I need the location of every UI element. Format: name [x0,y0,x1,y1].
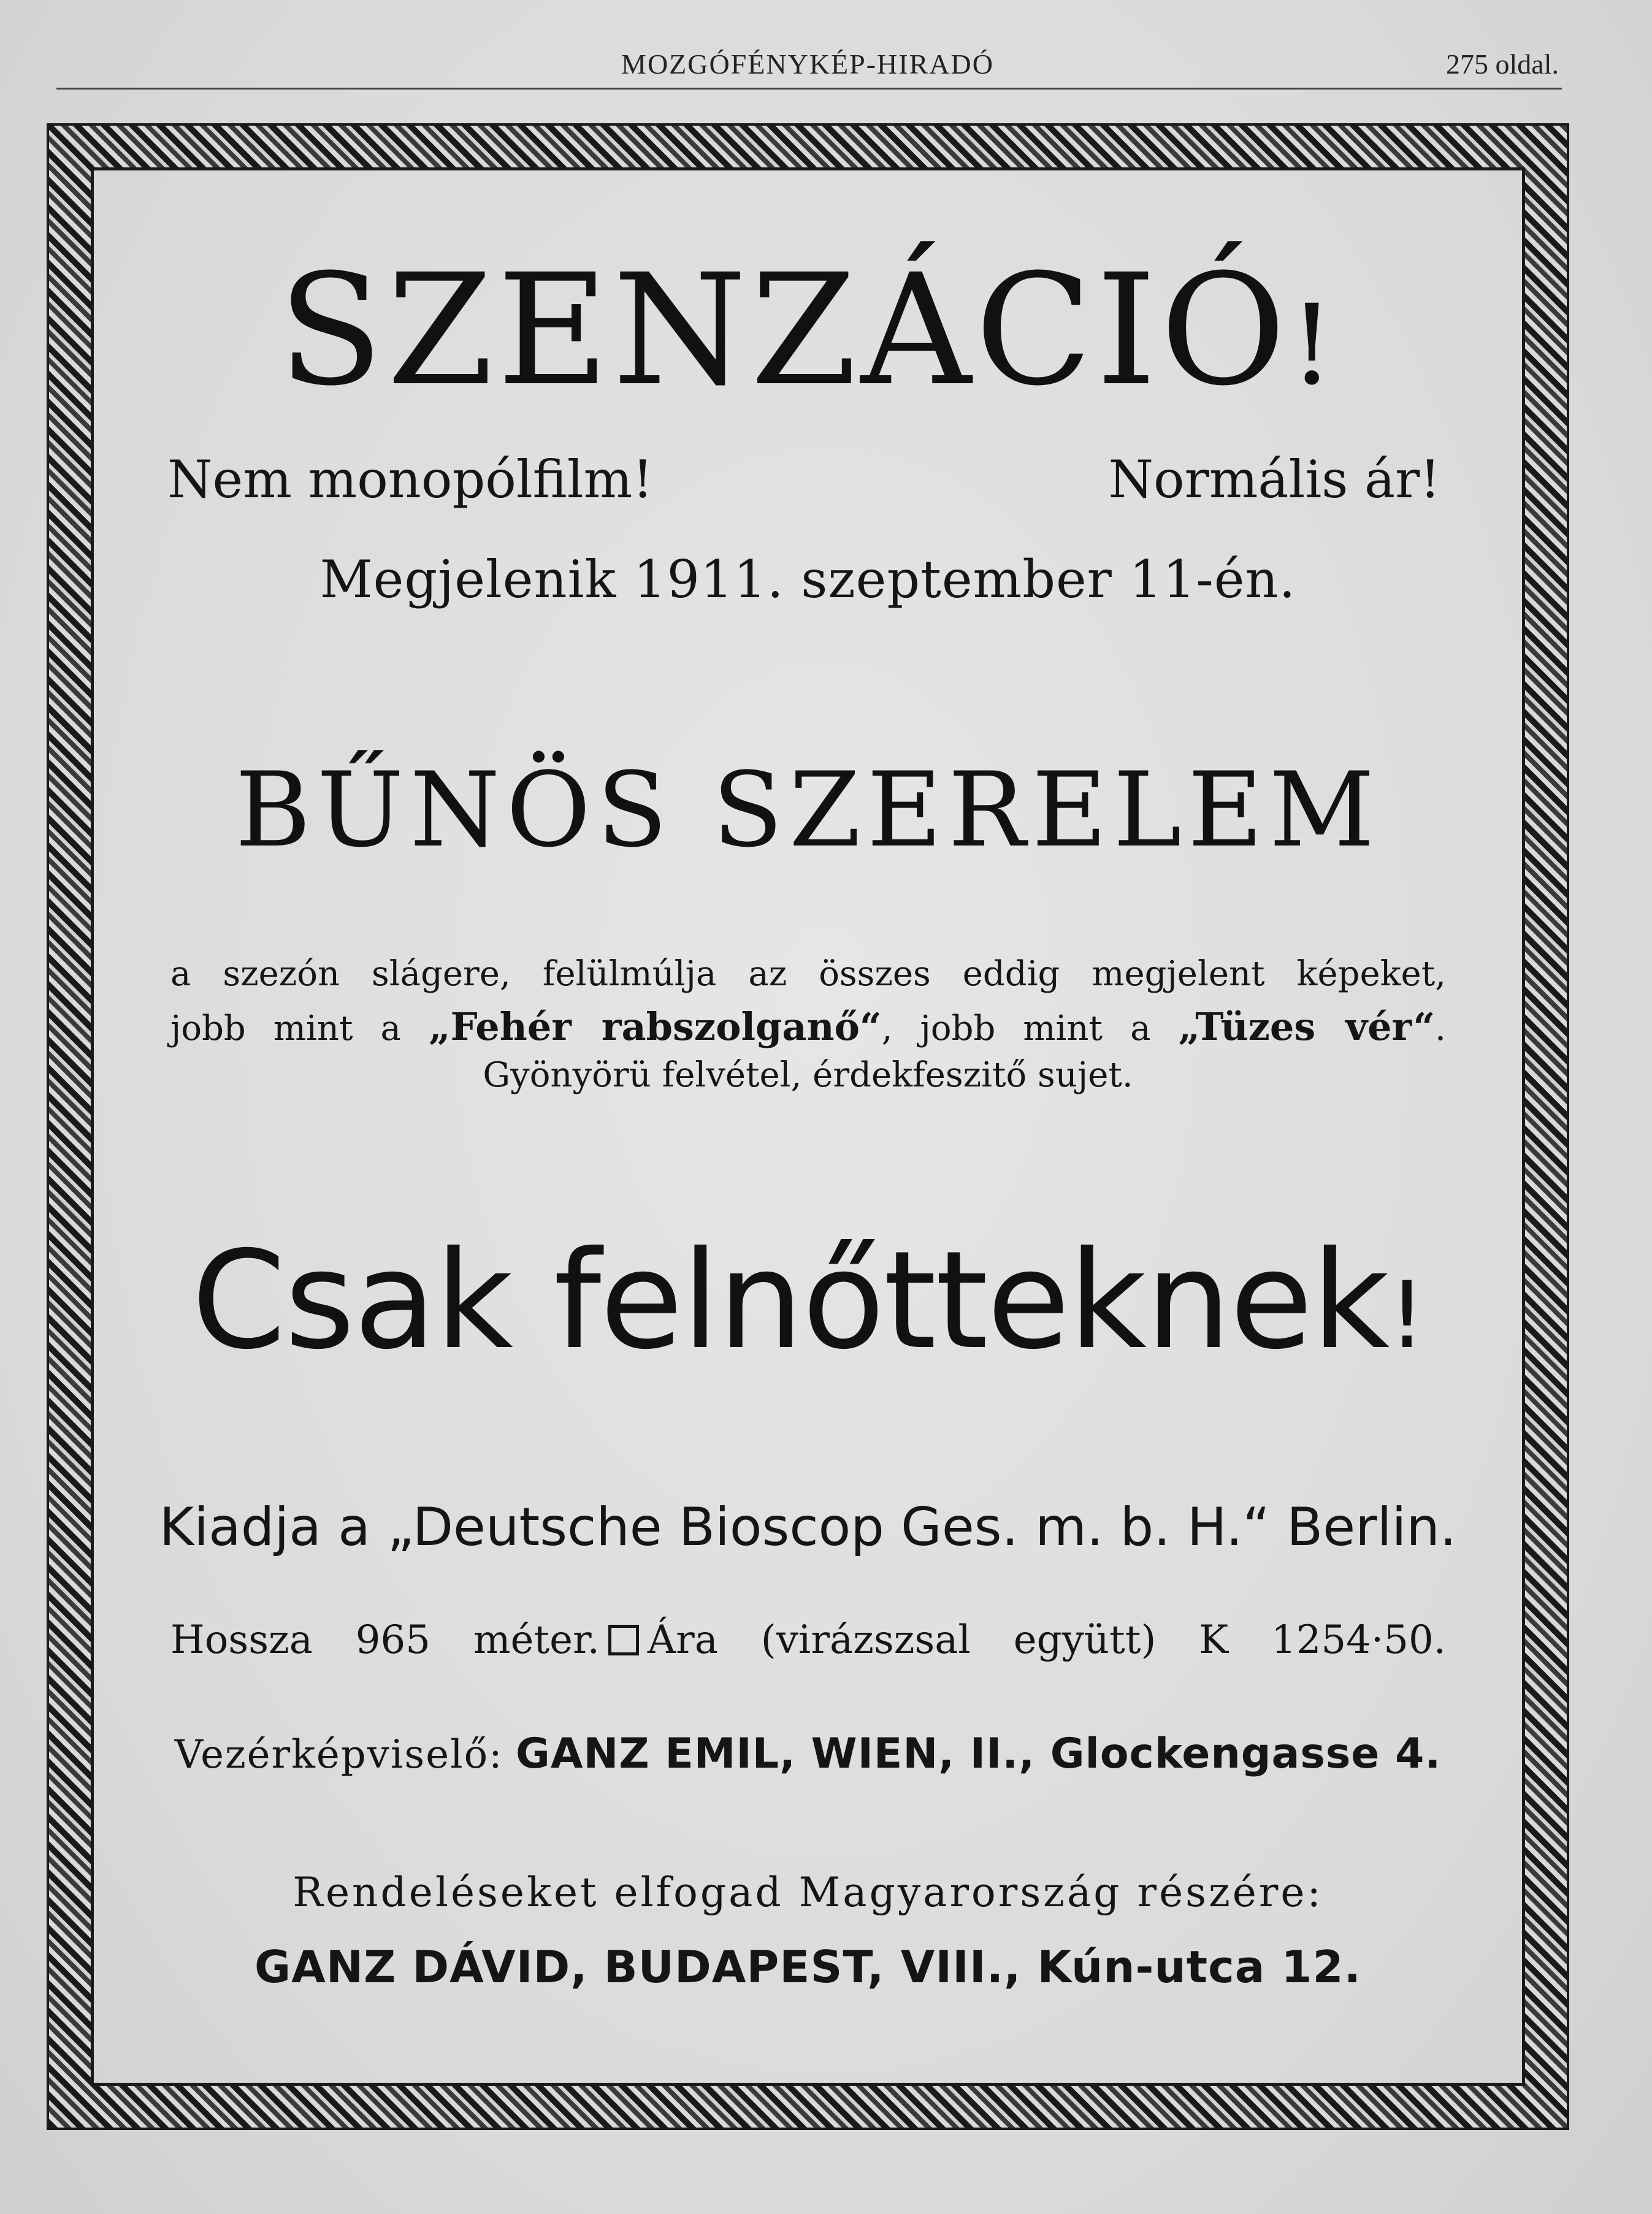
page-number: 275 oldal. [1446,48,1559,80]
release-date: Megjelenik 1911. szeptember 11-én. [319,549,1296,609]
film-price: Ára (virázszsal együtt) K 1254·50. [647,1617,1447,1663]
description-line-1: a szezón slágere, felülmúlja az összes eddig megjelent képeket, [170,954,1446,994]
film-length: Hossza 965 méter. [170,1617,600,1663]
representative-name: GANZ EMIL, WIEN, II., Glockengasse 4. [516,1730,1442,1778]
representative-line [91,1730,1525,1778]
claims-row [91,449,1525,517]
headline-sensation-mark: ! [1290,281,1338,410]
description-line-2 [170,1004,1446,1049]
description-line-2-middle: , jobb mint a [881,1009,1179,1048]
publisher-line: Kiadja a „Deutsche Bioscop Ges. m. b. H.“ Berlin. [159,1497,1457,1558]
audience-notice [91,1222,1525,1379]
claim-normal-price: Normális ár! [1108,449,1440,510]
running-header [56,43,1559,92]
headline-sensation [91,241,1525,419]
film-title: BŰNÖS SZERELEM [235,750,1381,870]
advertisement [91,167,1525,2086]
representative-label: Vezérképviselő: [174,1732,503,1777]
claim-not-monopoly: Nem monopólfilm! [167,449,653,510]
square-bullet-icon [608,1625,639,1655]
orders-line: Rendeléseket elfogad Magyarország részére: [293,1869,1323,1916]
header-rule [56,88,1562,90]
hungary-agent: GANZ DÁVID, BUDAPEST, VIII., Kún-utca 12. [254,1941,1361,1993]
description-line-3: Gyönyörü felvétel, érdekfeszitő sujet. [483,1055,1133,1095]
journal-title: MOZGÓFÉNYKÉP-HIRADÓ [621,48,994,80]
description-line-2-suffix: . [1435,1009,1446,1048]
description-line-2-prefix: jobb mint a [170,1009,429,1048]
comparison-title-2: „Tüzes vér“ [1178,1004,1436,1049]
headline-sensation-text: SZENZÁCIÓ [278,241,1290,419]
audience-notice-text: Csak felnőtteknek [191,1222,1389,1379]
audience-notice-mark: ! [1388,1262,1424,1369]
comparison-title-1: „Fehér rabszolganő“ [429,1004,882,1049]
length-price-line [170,1617,1446,1663]
